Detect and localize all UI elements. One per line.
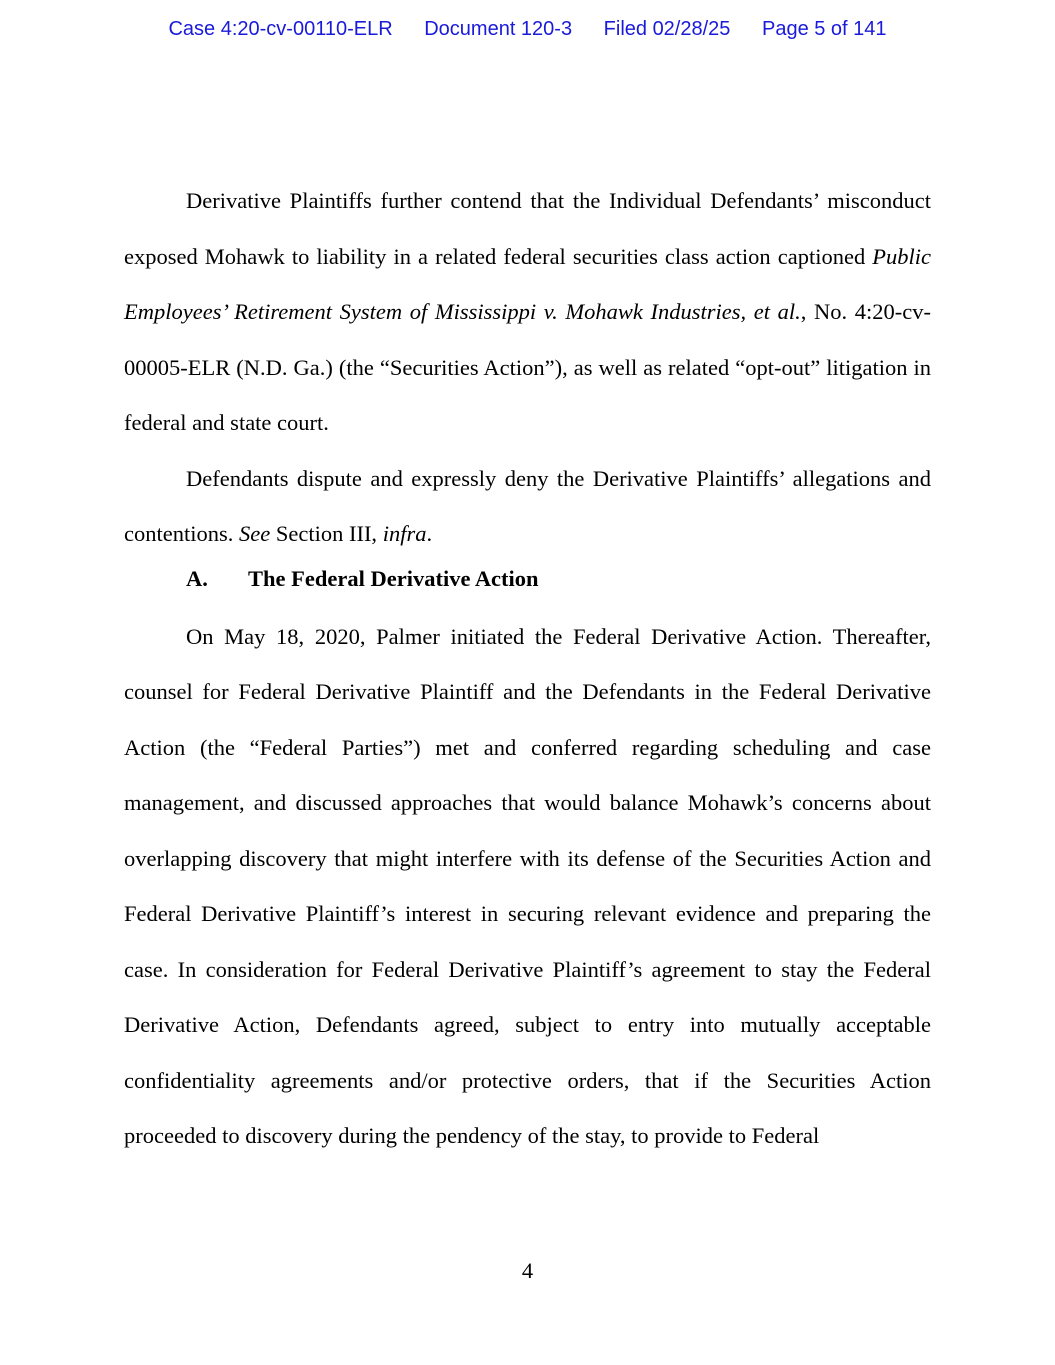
paragraph-securities-action: Derivative Plaintiffs further contend that the Individual Defendants’ misconduct exposed Mohawk to liability in a related federal securities class action captioned Public Employees’ Retirement System of Mississippi v. Mohawk Industries, et al., No. 4:20-cv-00005-ELR (N.D. Ga.) (the “Securities Action”), as well as related “opt-out” litigation in federal and state court.: [124, 188, 931, 435]
infra-signal: infra: [382, 521, 427, 546]
paragraph-defendants-dispute: Defendants dispute and expressly deny the Derivative Plaintiffs’ allegations and contentions. See Section III, infra.: [124, 465, 931, 546]
case-number: Case 4:20-cv-00110-ELR: [168, 18, 393, 40]
page-number: 4: [521, 1258, 534, 1283]
document-number: Document 120-3: [424, 18, 573, 40]
section-heading-title: The Federal Derivative Action: [248, 565, 539, 591]
section-heading-a: [124, 562, 931, 610]
case-caption: Public Employees’ Retirement System of Mississippi v. Mohawk Industries, et al.: [124, 243, 931, 324]
paragraph-federal-derivative-action: On May 18, 2020, Palmer initiated the Federal Derivative Action. Thereafter, counsel for Federal Derivative Plaintiff and the Defendants in the Federal Derivative Action (the “Federal Parties”) met and conferred regarding scheduling and case management, and discussed approaches that would balance Mohawk’s concerns about overlapping discovery that might interfere with its defense of the Securities Action and Federal Derivative Plaintiff’s interest in securing relevant evidence and preparing the case. In consideration for Federal Derivative Plaintiff’s agreement to stay the Federal Derivative Action, Defendants agreed, subject to entry into mutually acceptable confidentiality agreements and/or protective orders, that if the Securities Action proceeded to discovery during the pendency of the stay, to provide to Federal: [124, 623, 931, 1148]
page-count: Page 5 of 141: [761, 18, 887, 40]
see-signal: See: [238, 521, 271, 546]
section-heading-number: A.: [186, 565, 208, 591]
document-body: [124, 173, 931, 1164]
filing-header: [0, 18, 1055, 41]
filed-date: Filed 02/28/25: [603, 18, 731, 40]
